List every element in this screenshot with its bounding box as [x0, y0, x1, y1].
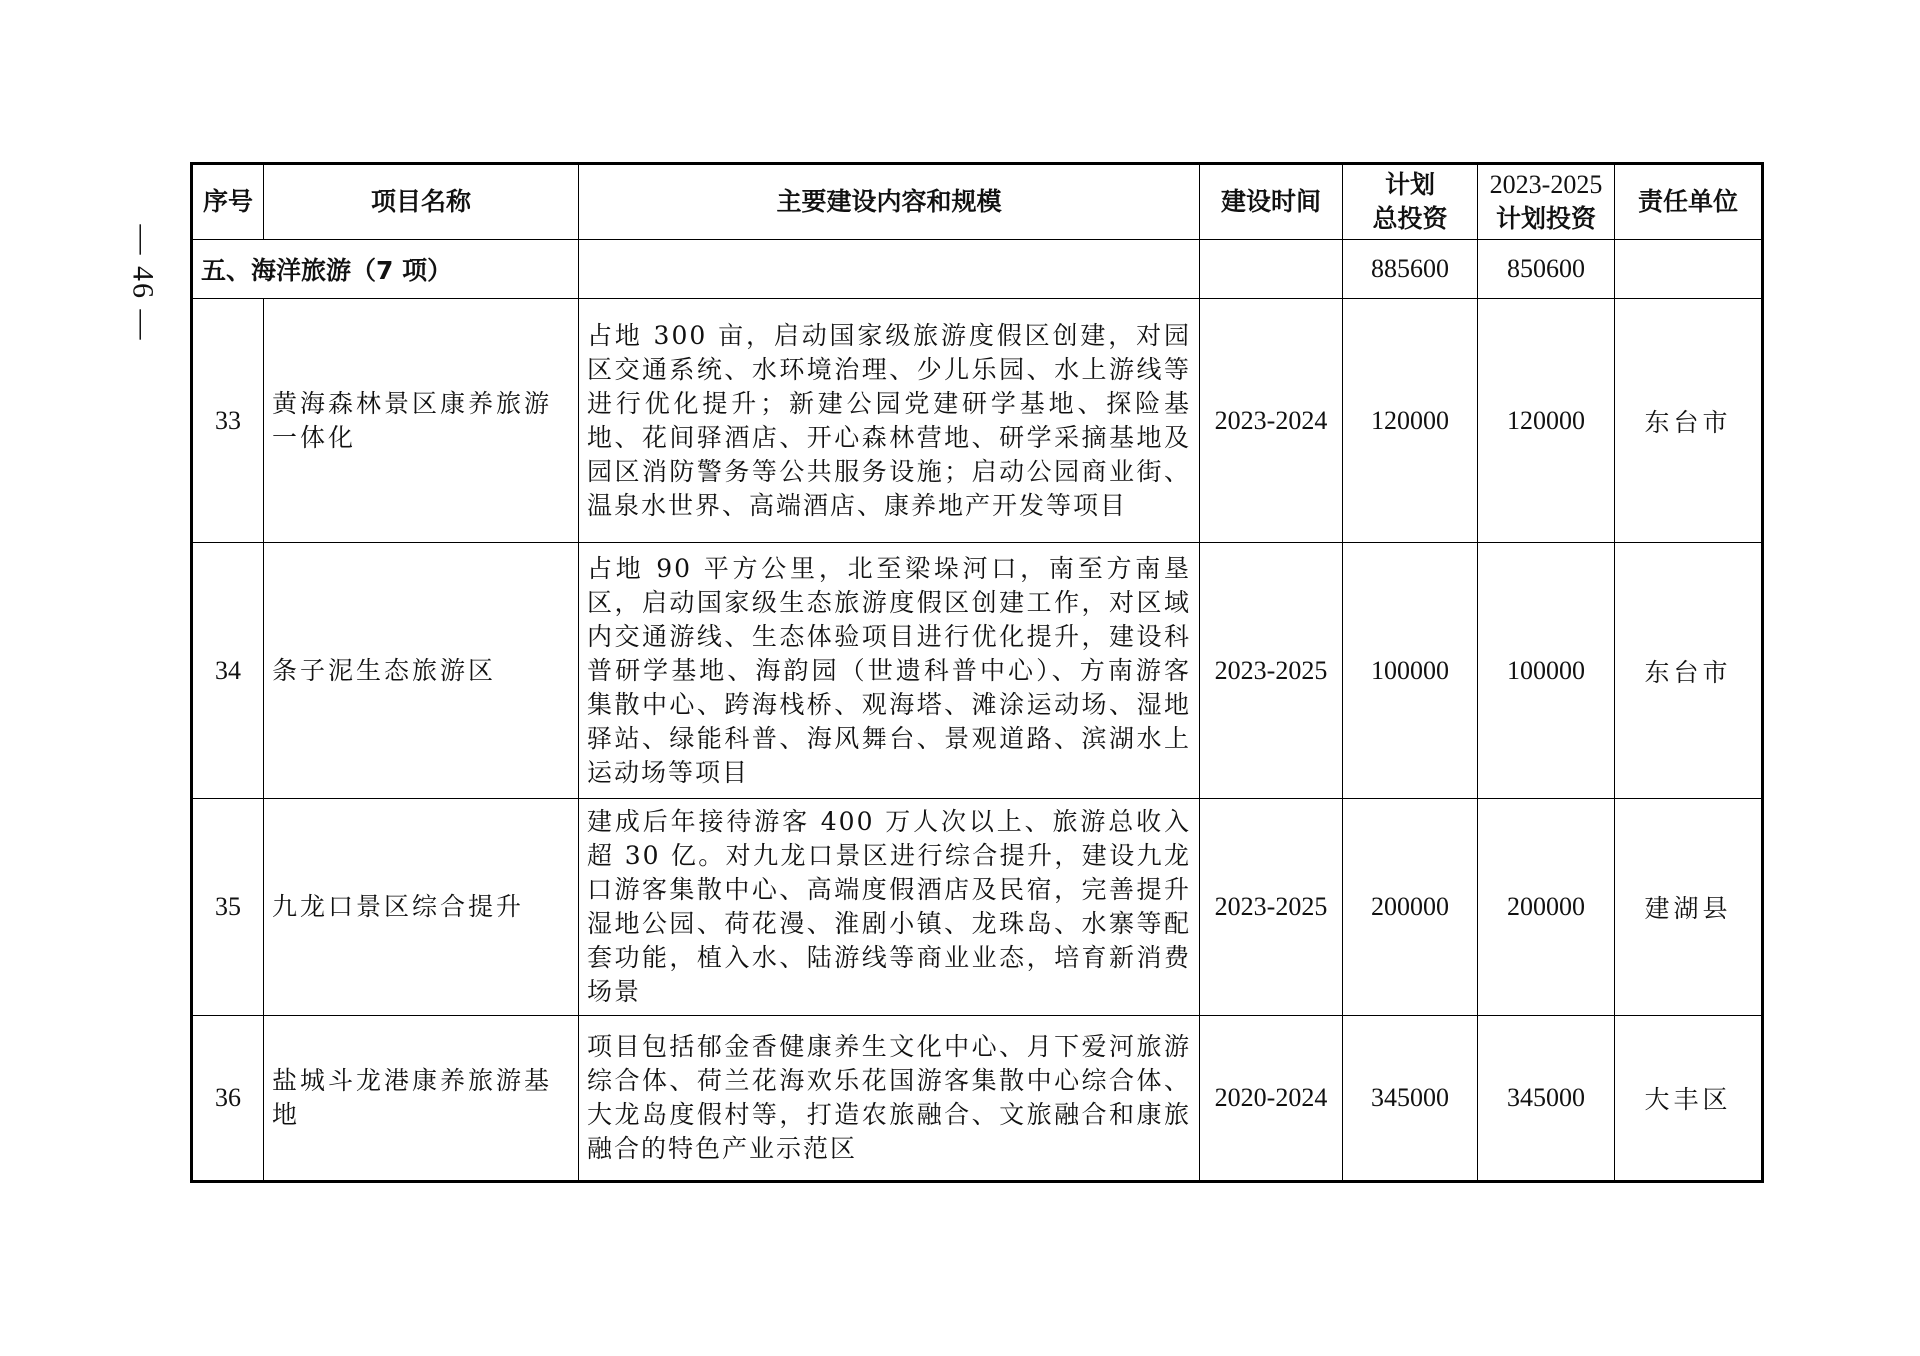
table-row [192, 799, 1763, 1016]
section-total: 885600 [1343, 240, 1478, 299]
section-period-empty [1200, 240, 1343, 299]
header-total-investment [1343, 164, 1478, 240]
row-total: 200000 [1343, 799, 1478, 1016]
row-unit: 大丰区 [1615, 1016, 1763, 1182]
header-period: 建设时间 [1200, 164, 1343, 240]
row-total: 345000 [1343, 1016, 1478, 1182]
row-content: 项目包括郁金香健康养生文化中心、月下爱河旅游综合体、荷兰花海欢乐花国游客集散中心综合体、大龙岛度假村等，打造农旅融合、文旅融合和康旅融合的特色产业示范区 [579, 1016, 1200, 1182]
page-number-text: — 46 — [126, 224, 159, 342]
section-plan: 850600 [1478, 240, 1615, 299]
row-unit: 东台市 [1615, 299, 1763, 543]
row-unit: 东台市 [1615, 543, 1763, 799]
section-unit-empty [1615, 240, 1763, 299]
row-unit: 建湖县 [1615, 799, 1763, 1016]
header-plan-investment [1478, 164, 1615, 240]
row-seq: 35 [192, 799, 264, 1016]
row-period: 2020-2024 [1200, 1016, 1343, 1182]
header-row [192, 164, 1763, 240]
row-name: 盐城斗龙港康养旅游基地 [264, 1016, 579, 1182]
row-period: 2023-2024 [1200, 299, 1343, 543]
project-table [190, 162, 1764, 1183]
row-seq: 33 [192, 299, 264, 543]
page-number [112, 208, 172, 358]
row-seq: 34 [192, 543, 264, 799]
section-row [192, 240, 1763, 299]
header-seq: 序号 [192, 164, 264, 240]
header-total-line1: 计划 [1384, 170, 1435, 199]
header-content: 主要建设内容和规模 [579, 164, 1200, 240]
header-total-line2: 总投资 [1372, 204, 1448, 233]
header-unit: 责任单位 [1615, 164, 1763, 240]
section-content-empty [579, 240, 1200, 299]
row-name: 九龙口景区综合提升 [264, 799, 579, 1016]
row-content: 建成后年接待游客 400 万人次以上、旅游总收入超 30 亿。对九龙口景区进行综合提升，建设九龙口游客集散中心、高端度假酒店及民宿，完善提升湿地公园、荷花漫、淮剧小镇、龙珠岛、水寨等配套功能，植入水、陆游线等商业业态，培育新消费场景 [579, 799, 1200, 1016]
row-total: 100000 [1343, 543, 1478, 799]
row-plan: 100000 [1478, 543, 1615, 799]
table-row [192, 1016, 1763, 1182]
row-name: 条子泥生态旅游区 [264, 543, 579, 799]
row-content: 占地 90 平方公里，北至梁垛河口，南至方南垦区，启动国家级生态旅游度假区创建工作，对区域内交通游线、生态体验项目进行优化提升，建设科普研学基地、海韵园（世遗科普中心）、方南游客集散中心、跨海栈桥、观海塔、滩涂运动场、湿地驿站、绿能科普、海风舞台、景观道路、滨湖水上运动场等项目 [579, 543, 1200, 799]
row-content: 占地 300 亩，启动国家级旅游度假区创建，对园区交通系统、水环境治理、少儿乐园、水上游线等进行优化提升；新建公园党建研学基地、探险基地、花间驿酒店、开心森林营地、研学采摘基地及园区消防警务等公共服务设施；启动公园商业街、温泉水世界、高端酒店、康养地产开发等项目 [579, 299, 1200, 543]
header-plan-line2: 计划投资 [1495, 204, 1596, 233]
section-label: 五、海洋旅游（7 项） [192, 240, 579, 299]
row-plan: 345000 [1478, 1016, 1615, 1182]
row-plan: 120000 [1478, 299, 1615, 543]
header-name: 项目名称 [264, 164, 579, 240]
row-seq: 36 [192, 1016, 264, 1182]
row-period: 2023-2025 [1200, 543, 1343, 799]
table-row [192, 543, 1763, 799]
header-plan-line1: 2023-2025 [1489, 170, 1603, 199]
row-name: 黄海森林景区康养旅游一体化 [264, 299, 579, 543]
row-plan: 200000 [1478, 799, 1615, 1016]
row-period: 2023-2025 [1200, 799, 1343, 1016]
row-total: 120000 [1343, 299, 1478, 543]
table-row [192, 299, 1763, 543]
